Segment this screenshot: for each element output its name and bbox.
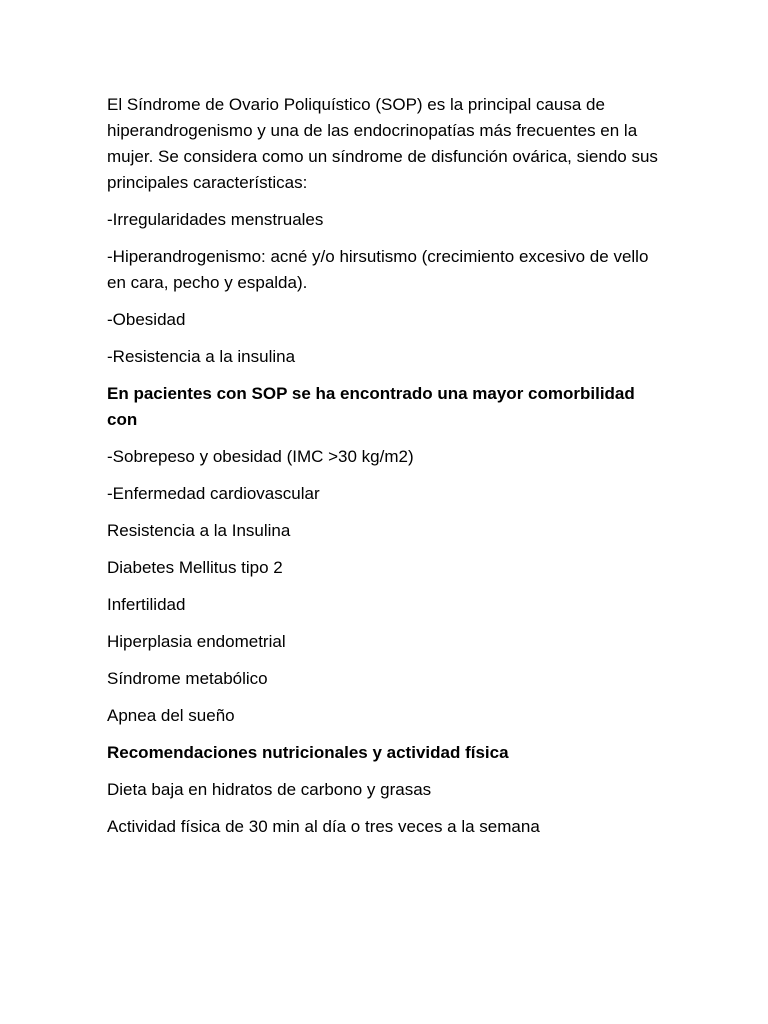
comorbidity-item: -Enfermedad cardiovascular [107,484,320,503]
comorbidity-item: Apnea del sueño [107,706,235,725]
comorbidity-item: Hiperplasia endometrial [107,632,286,651]
document-page [107,92,667,851]
comorbidity-heading: En pacientes con SOP se ha encontrado una mayor comorbilidad con [107,384,635,429]
comorbidity-item: Síndrome metabólico [107,669,268,688]
recommendation-item: Dieta baja en hidratos de carbono y grasas [107,780,432,799]
recommendation-item: Actividad física de 30 min al día o tres veces a la semana [107,817,540,836]
recommendations-heading: Recomendaciones nutricionales y actividad física [107,743,509,762]
characteristic-item: -Hiperandrogenismo: acné y/o hirsutismo (crecimiento excesivo de vello en cara, pecho y espalda). [107,247,649,292]
comorbidity-item: Diabetes Mellitus tipo 2 [107,558,283,577]
characteristic-item: -Resistencia a la insulina [107,347,296,366]
comorbidity-item: Infertilidad [107,595,186,614]
comorbidity-item: Resistencia a la Insulina [107,521,291,540]
comorbidity-item: -Sobrepeso y obesidad (IMC >30 kg/m2) [107,447,414,466]
intro-paragraph: El Síndrome de Ovario Poliquístico (SOP) es la principal causa de hiperandrogenismo y una de las endocrinopatías más frecuentes en la mujer. Se considera como un síndrome de disfunción ovárica, siendo sus principales características: [107,95,658,192]
characteristic-item: -Irregularidades menstruales [107,210,324,229]
characteristic-item: -Obesidad [107,310,186,329]
